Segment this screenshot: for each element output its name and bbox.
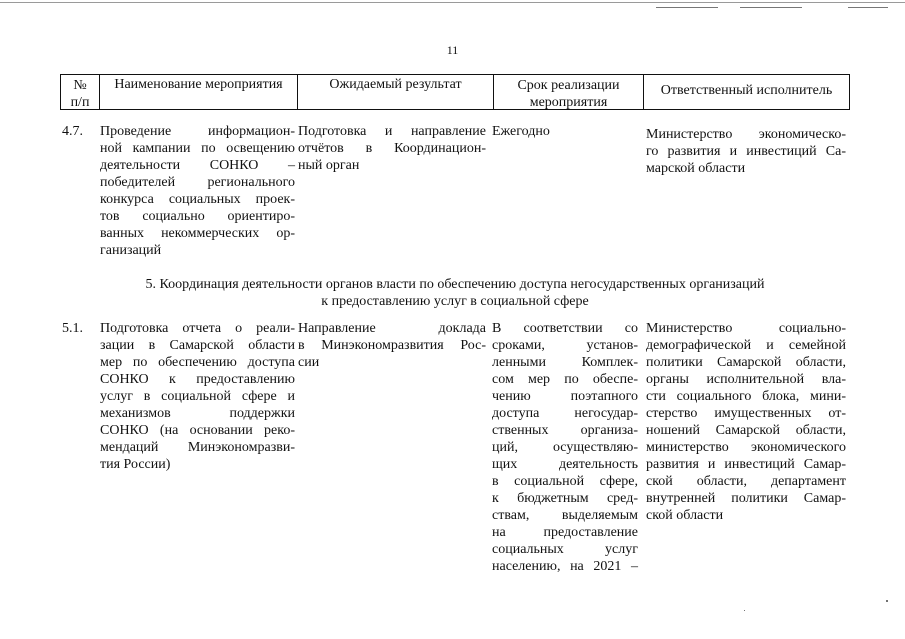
text-line: деятельности СОНКО – bbox=[100, 158, 295, 173]
text-line: внутренней политики Самар- bbox=[646, 491, 846, 506]
text-line: отчётов в Координацион- bbox=[298, 141, 486, 156]
text-line: социальных услуг bbox=[492, 542, 638, 557]
text-line: министерство экономического bbox=[646, 440, 846, 455]
text-line: сом мер по обеспе- bbox=[492, 372, 638, 387]
scan-speck bbox=[744, 610, 745, 611]
text-line: к бюджетным сред- bbox=[492, 491, 638, 506]
text-line: сроками, установ- bbox=[492, 338, 638, 353]
text-line: механизмов поддержки bbox=[100, 406, 295, 421]
scan-speck bbox=[886, 600, 888, 602]
text-line: Проведение информацион- bbox=[100, 124, 295, 139]
table-header bbox=[60, 74, 850, 110]
row-5-1-num: 5.1. bbox=[62, 321, 83, 336]
text-line: зации в Самарской области bbox=[100, 338, 295, 353]
header-executor: Ответственный исполнитель bbox=[643, 75, 849, 109]
text-line: ствам, выделяемым bbox=[492, 508, 638, 523]
row-5-1-term bbox=[492, 320, 638, 575]
text-line: в социальной сфере, bbox=[492, 474, 638, 489]
row-4-7-num: 4.7. bbox=[62, 124, 83, 139]
text-line: мендаций Минэкономразви- bbox=[100, 440, 295, 455]
text-line: мер по обеспечению доступа bbox=[100, 355, 295, 370]
text-line: ванных некоммерческих ор- bbox=[100, 226, 295, 241]
text-line: ской области, департамент bbox=[646, 474, 846, 489]
row-4-7-result bbox=[298, 123, 486, 174]
text-line: сти социального блока, мини- bbox=[646, 389, 846, 404]
text-line: на предоставление bbox=[492, 525, 638, 540]
header-term-line: мероприятия bbox=[529, 95, 608, 110]
text-line: В соответствии со bbox=[492, 321, 638, 336]
header-result: Ожидаемый результат bbox=[297, 75, 493, 109]
text-line: демографической и семейной bbox=[646, 338, 846, 353]
text-line: СОНКО (на основании реко- bbox=[100, 423, 295, 438]
text-line: ный орган bbox=[298, 158, 360, 173]
text-line: 5. Координация деятельности органов власти по обеспечению доступа негосударственных организаций bbox=[145, 277, 765, 292]
header-num-line: № bbox=[73, 78, 87, 93]
text-line: СОНКО к предоставлению bbox=[100, 372, 295, 387]
text-line: марской области bbox=[646, 161, 746, 176]
text-line: чению поэтапного bbox=[492, 389, 638, 404]
text-line: го развития и инвестиций Са- bbox=[646, 144, 846, 159]
section-5-heading bbox=[60, 276, 850, 310]
text-line: ственных организа- bbox=[492, 423, 638, 438]
row-4-7-executor bbox=[646, 126, 846, 177]
text-line: ций, осуществляю- bbox=[492, 440, 638, 455]
text-line: тов социально ориентиро- bbox=[100, 209, 295, 224]
scan-top-edge bbox=[0, 2, 905, 3]
header-num bbox=[61, 75, 99, 109]
text-line: Направление доклада bbox=[298, 321, 486, 336]
text-line: ганизаций bbox=[100, 243, 162, 258]
text-line: доступа негосудар- bbox=[492, 406, 638, 421]
row-5-1-name bbox=[100, 320, 295, 473]
header-num-line: п/п bbox=[70, 95, 90, 110]
row-5-1-executor bbox=[646, 320, 846, 524]
text-line: Министерство социально- bbox=[646, 321, 846, 336]
row-5-1-result bbox=[298, 320, 486, 371]
page-number: 11 bbox=[446, 43, 459, 57]
text-line: ленными Комплек- bbox=[492, 355, 638, 370]
text-line: Подготовка и направление bbox=[298, 124, 486, 139]
text-line: Подготовка отчета о реали- bbox=[100, 321, 295, 336]
header-term-line: Срок реализации bbox=[517, 78, 620, 93]
text-line: ной кампании по освещению bbox=[100, 141, 295, 156]
text-line: услуг в социальной сфере и bbox=[100, 389, 295, 404]
scan-mark bbox=[848, 7, 888, 8]
text-line: населению, на 2021 – bbox=[492, 559, 638, 574]
text-line: сии bbox=[298, 355, 320, 370]
scan-mark bbox=[740, 7, 802, 8]
text-line: щих деятельность bbox=[492, 457, 638, 472]
text-line: органы исполнительной вла- bbox=[646, 372, 846, 387]
text-line: победителей регионального bbox=[100, 175, 295, 190]
header-name: Наименование мероприятия bbox=[99, 75, 297, 109]
row-4-7-name bbox=[100, 123, 295, 259]
text-line: ской области bbox=[646, 508, 724, 523]
text-line: тия России) bbox=[100, 457, 171, 472]
row-4-7-term: Ежегодно bbox=[492, 124, 550, 139]
text-line: в Минэкономразвития Рос- bbox=[298, 338, 486, 353]
text-line: конкурса социальных проек- bbox=[100, 192, 295, 207]
scan-mark bbox=[656, 7, 718, 8]
text-line: политики Самарской области, bbox=[646, 355, 846, 370]
text-line: Министерство экономическо- bbox=[646, 127, 846, 142]
text-line: к предоставлению услуг в социальной сфере bbox=[321, 294, 589, 309]
text-line: стерство имущественных от- bbox=[646, 406, 846, 421]
text-line: ношений Самарской области, bbox=[646, 423, 846, 438]
header-term bbox=[493, 75, 643, 109]
text-line: развития и инвестиций Самар- bbox=[646, 457, 846, 472]
